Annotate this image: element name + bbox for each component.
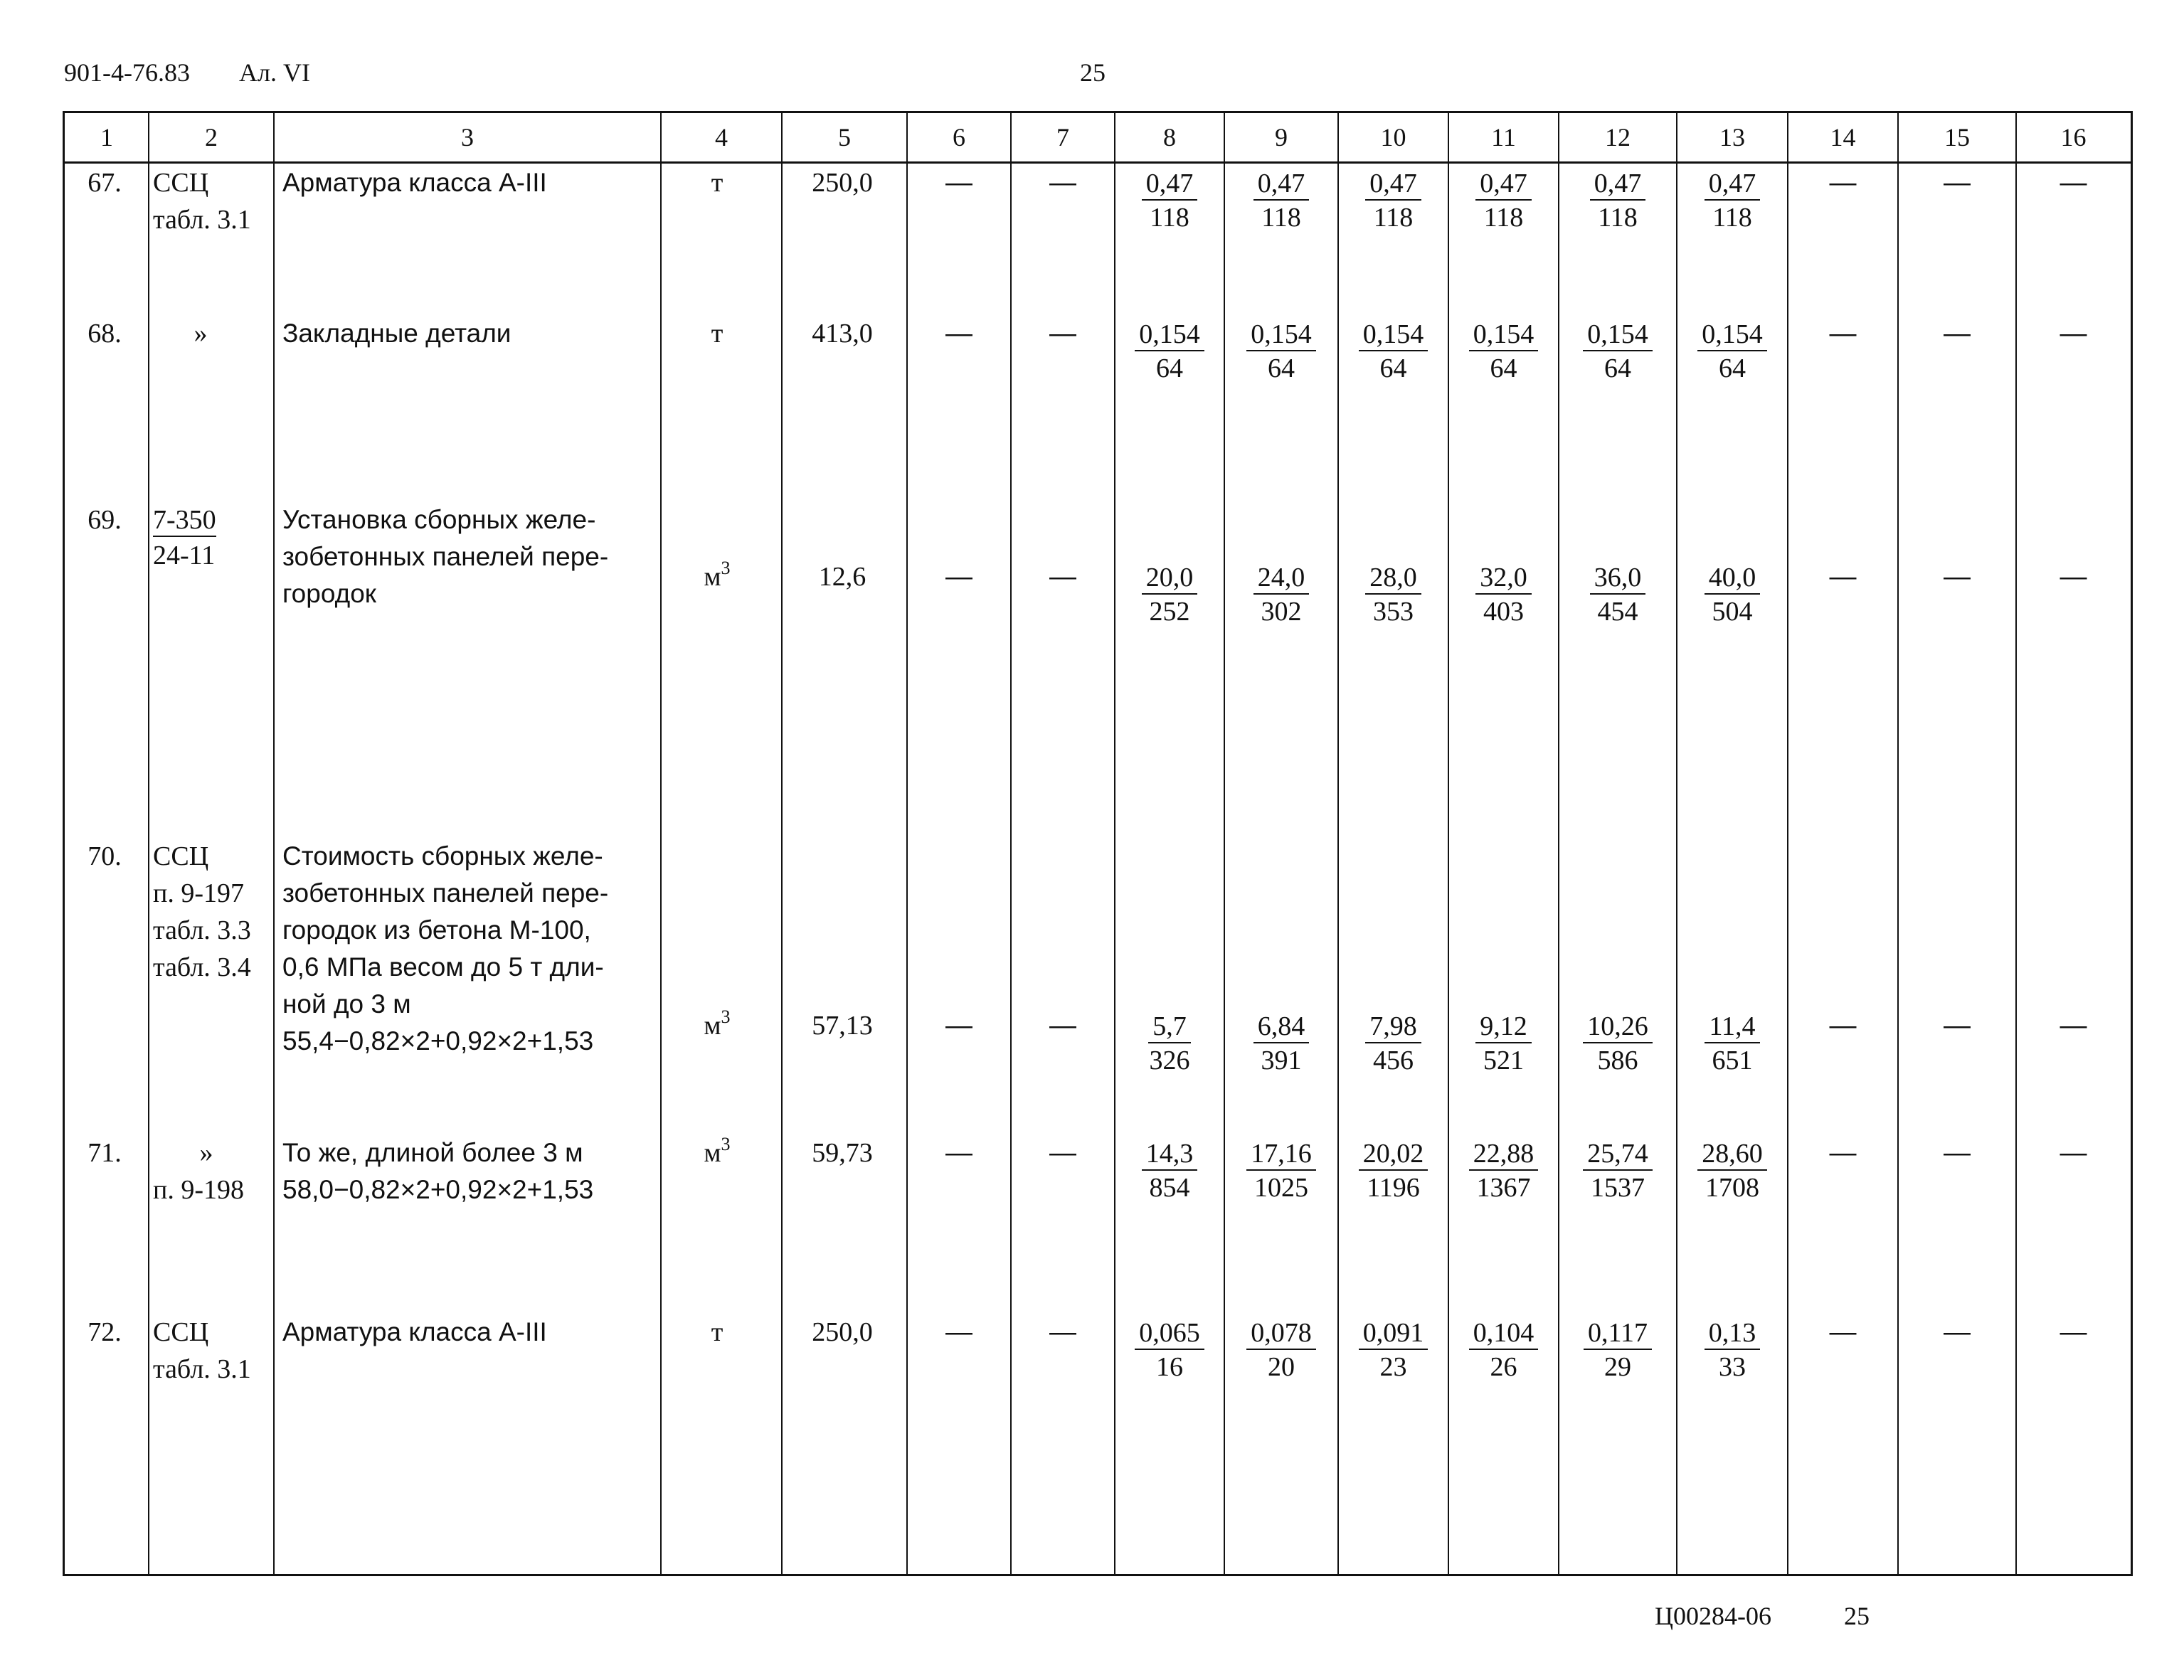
value-top: 11,4 <box>1705 1011 1759 1043</box>
column-number: 15 <box>1944 123 1970 151</box>
value-top: 40,0 <box>1705 562 1761 595</box>
value-top: 9,12 <box>1475 1011 1532 1043</box>
dash: — <box>945 562 972 592</box>
value-fraction <box>1115 318 1224 386</box>
value-top: 0,154 <box>1246 319 1316 351</box>
value-bottom: 326 <box>1149 1046 1190 1075</box>
reference-bottom: 24-11 <box>153 541 216 570</box>
unit <box>657 558 778 595</box>
value-top: 28,0 <box>1365 562 1421 595</box>
value-bottom: 33 <box>1719 1352 1746 1382</box>
value-top: 32,0 <box>1475 562 1532 595</box>
dash: — <box>2060 168 2087 198</box>
value-top: 17,16 <box>1246 1138 1316 1171</box>
value-bottom: 20 <box>1268 1352 1295 1382</box>
value-fraction <box>1224 318 1338 386</box>
value-bottom: 118 <box>1712 203 1752 233</box>
value-bottom: 64 <box>1268 353 1295 383</box>
row-number: 71. <box>88 1138 122 1168</box>
unit-superscript: 3 <box>721 1006 731 1028</box>
value-top: 22,88 <box>1469 1138 1539 1171</box>
value-top: 0,154 <box>1135 319 1204 351</box>
work-description: Установка сборных желе- зобетонных панелей пере- городок <box>282 505 609 608</box>
value-bottom: 353 <box>1373 597 1414 627</box>
dash: — <box>1049 562 1076 592</box>
value-fraction <box>1559 167 1677 235</box>
column-number: 8 <box>1163 123 1176 151</box>
value-bottom: 64 <box>1604 353 1631 383</box>
unit <box>657 1314 778 1351</box>
dash: — <box>945 1317 972 1347</box>
reference-top: 7-350 <box>153 504 216 537</box>
value-top: 14,3 <box>1142 1138 1198 1171</box>
value-fraction <box>1677 1137 1788 1205</box>
dash: — <box>1049 1011 1076 1041</box>
value-top: 0,47 <box>1705 168 1761 201</box>
work-description: Арматура класса А-III <box>282 1317 547 1346</box>
value-fraction <box>1677 167 1788 235</box>
column-number: 12 <box>1605 123 1631 151</box>
value-bottom: 118 <box>1373 203 1414 233</box>
quantity: 59,73 <box>812 1138 873 1168</box>
column-number: 7 <box>1056 123 1069 151</box>
value-top: 28,60 <box>1697 1138 1767 1171</box>
value-bottom: 23 <box>1379 1352 1407 1382</box>
quantity: 57,13 <box>812 1011 873 1041</box>
dash: — <box>2060 319 2087 349</box>
dash: — <box>1049 1317 1076 1347</box>
value-top: 25,74 <box>1583 1138 1653 1171</box>
value-top: 0,154 <box>1469 319 1539 351</box>
unit <box>657 164 778 201</box>
value-bottom: 454 <box>1597 597 1638 627</box>
value-bottom: 29 <box>1604 1352 1631 1382</box>
unit-superscript: 3 <box>721 558 731 579</box>
value-fraction <box>1115 561 1224 629</box>
value-top: 0,47 <box>1590 168 1646 201</box>
quantity: 250,0 <box>812 1317 873 1347</box>
value-top: 20,0 <box>1142 562 1198 595</box>
value-fraction <box>1448 1317 1559 1384</box>
dash: — <box>1829 168 1857 198</box>
reference <box>153 1134 274 1208</box>
unit <box>657 1134 778 1171</box>
value-top: 6,84 <box>1253 1011 1310 1043</box>
column-number: 3 <box>461 123 474 151</box>
value-bottom: 1708 <box>1705 1173 1759 1203</box>
value-bottom: 26 <box>1490 1352 1517 1382</box>
row-number: 67. <box>88 168 122 198</box>
quantity: 12,6 <box>818 562 866 592</box>
value-top: 0,47 <box>1365 168 1421 201</box>
value-fraction <box>1224 1010 1338 1078</box>
value-fraction <box>1559 1137 1677 1205</box>
value-fraction <box>1224 167 1338 235</box>
value-fraction <box>1338 561 1448 629</box>
value-fraction <box>1677 318 1788 386</box>
dash: — <box>1829 1317 1857 1347</box>
value-bottom: 64 <box>1719 353 1746 383</box>
unit <box>657 1007 778 1044</box>
footer-code: Ц00284-06 <box>1655 1602 1771 1630</box>
row-number: 70. <box>88 841 122 871</box>
reference: ССЦ табл. 3.1 <box>153 168 251 235</box>
column-number: 4 <box>715 123 728 151</box>
value-fraction <box>1338 167 1448 235</box>
column-number: 10 <box>1380 123 1406 151</box>
unit-text: м <box>704 1011 721 1041</box>
unit-superscript: 3 <box>721 1134 731 1155</box>
header-divider <box>65 161 2131 164</box>
work-description: Закладные детали <box>282 319 511 348</box>
value-fraction <box>1559 1010 1677 1078</box>
value-top: 0,065 <box>1135 1317 1204 1350</box>
value-top: 0,47 <box>1253 168 1310 201</box>
unit-text: м <box>704 1138 721 1168</box>
value-top: 0,47 <box>1142 168 1198 201</box>
dash: — <box>1049 319 1076 349</box>
value-fraction <box>1338 1010 1448 1078</box>
value-bottom: 1367 <box>1476 1173 1531 1203</box>
dash: — <box>1944 562 1971 592</box>
value-fraction <box>1115 167 1224 235</box>
value-fraction <box>1559 561 1677 629</box>
reference-fraction <box>153 501 274 573</box>
value-bottom: 252 <box>1149 597 1190 627</box>
unit-text: м <box>704 562 721 592</box>
document-code: 901-4-76.83 <box>64 58 190 87</box>
value-bottom: 456 <box>1373 1046 1414 1075</box>
unit <box>657 315 778 352</box>
value-bottom: 118 <box>1598 203 1638 233</box>
dash: — <box>1049 1138 1076 1168</box>
row-number: 69. <box>88 505 122 535</box>
value-top: 0,47 <box>1475 168 1532 201</box>
value-fraction <box>1448 318 1559 386</box>
value-fraction <box>1338 1137 1448 1205</box>
value-top: 0,154 <box>1697 319 1767 351</box>
reference-ditto: » <box>194 319 208 349</box>
value-fraction <box>1338 318 1448 386</box>
value-top: 20,02 <box>1359 1138 1428 1171</box>
value-top: 5,7 <box>1148 1011 1191 1043</box>
dash: — <box>1829 1138 1857 1168</box>
work-description: То же, длиной более 3 м 58,0−0,82×2+0,92×2+1,53 <box>282 1138 594 1204</box>
reference: ССЦ табл. 3.1 <box>153 1317 251 1384</box>
value-top: 0,154 <box>1359 319 1428 351</box>
dash: — <box>1829 319 1857 349</box>
column-number: 16 <box>2060 123 2087 151</box>
value-bottom: 504 <box>1712 597 1753 627</box>
unit-text: т <box>711 1317 723 1347</box>
column-number: 1 <box>100 123 113 151</box>
column-number: 9 <box>1275 123 1288 151</box>
dash: — <box>1049 168 1076 198</box>
value-fraction <box>1559 1317 1677 1384</box>
value-top: 0,154 <box>1583 319 1653 351</box>
value-fraction <box>1448 167 1559 235</box>
dash: — <box>945 1138 972 1168</box>
value-fraction <box>1559 318 1677 386</box>
column-number: 14 <box>1830 123 1856 151</box>
page-number-top: 25 <box>1080 58 1106 87</box>
quantity: 250,0 <box>812 168 873 198</box>
value-fraction <box>1115 1317 1224 1384</box>
value-fraction <box>1224 561 1338 629</box>
dash: — <box>1829 1011 1857 1041</box>
value-top: 0,078 <box>1246 1317 1316 1350</box>
dash: — <box>945 168 972 198</box>
value-bottom: 64 <box>1156 353 1183 383</box>
value-fraction <box>1677 1010 1788 1078</box>
footer-page-number: 25 <box>1844 1602 1870 1630</box>
value-top: 0,117 <box>1584 1317 1652 1350</box>
dash: — <box>1944 1317 1971 1347</box>
dash: — <box>945 1011 972 1041</box>
reference: ССЦ п. 9-197 табл. 3.3 табл. 3.4 <box>153 841 251 982</box>
value-top: 24,0 <box>1253 562 1310 595</box>
dash: — <box>1944 319 1971 349</box>
value-bottom: 521 <box>1483 1046 1524 1075</box>
value-bottom: 854 <box>1149 1173 1190 1203</box>
value-bottom: 302 <box>1261 597 1302 627</box>
value-top: 0,13 <box>1705 1317 1761 1350</box>
value-bottom: 391 <box>1261 1046 1302 1075</box>
row-number: 72. <box>88 1317 122 1347</box>
value-bottom: 118 <box>1261 203 1301 233</box>
value-top: 0,104 <box>1469 1317 1539 1350</box>
value-bottom: 1537 <box>1591 1173 1645 1203</box>
value-fraction <box>1448 561 1559 629</box>
value-fraction <box>1338 1317 1448 1384</box>
dash: — <box>1944 168 1971 198</box>
value-bottom: 64 <box>1490 353 1517 383</box>
column-number: 13 <box>1719 123 1745 151</box>
value-bottom: 586 <box>1597 1046 1638 1075</box>
row-number: 68. <box>88 319 122 349</box>
value-top: 0,091 <box>1359 1317 1428 1350</box>
dash: — <box>2060 562 2087 592</box>
album-label: Ал. VI <box>239 58 310 87</box>
dash: — <box>1944 1138 1971 1168</box>
dash: — <box>1829 562 1857 592</box>
quantity: 413,0 <box>812 319 873 349</box>
column-number: 11 <box>1491 123 1516 151</box>
unit-text: т <box>711 168 723 198</box>
unit-text: т <box>711 319 723 349</box>
value-top: 7,98 <box>1365 1011 1421 1043</box>
column-number: 5 <box>838 123 851 151</box>
value-fraction <box>1677 1317 1788 1384</box>
value-fraction <box>1115 1137 1224 1205</box>
work-description: Арматура класса А-III <box>282 168 547 197</box>
dash: — <box>945 319 972 349</box>
value-bottom: 651 <box>1712 1046 1753 1075</box>
value-fraction <box>1224 1137 1338 1205</box>
value-fraction <box>1448 1137 1559 1205</box>
dash: — <box>2060 1138 2087 1168</box>
value-fraction <box>1115 1010 1224 1078</box>
value-bottom: 118 <box>1483 203 1524 233</box>
value-bottom: 403 <box>1483 597 1524 627</box>
work-description: Стоимость сборных желе- зобетонных панелей пере- городок из бетона М-100, 0,6 МПа весом до 5 т дли- ной до 3 м 55,4−0,82×2+0,92×2+1,53 <box>282 841 609 1056</box>
value-top: 36,0 <box>1590 562 1646 595</box>
reference-ditto: » <box>199 1138 213 1168</box>
value-bottom: 1025 <box>1254 1173 1308 1203</box>
value-bottom: 16 <box>1156 1352 1183 1382</box>
value-bottom: 64 <box>1379 353 1407 383</box>
value-fraction <box>1677 561 1788 629</box>
column-number: 2 <box>205 123 218 151</box>
value-fraction <box>1224 1317 1338 1384</box>
value-bottom: 1196 <box>1367 1173 1420 1203</box>
value-top: 10,26 <box>1583 1011 1653 1043</box>
value-bottom: 118 <box>1150 203 1189 233</box>
dash: — <box>2060 1317 2087 1347</box>
reference-item: п. 9-198 <box>153 1175 244 1205</box>
dash: — <box>1944 1011 1971 1041</box>
estimate-table <box>63 111 2133 1576</box>
column-number: 6 <box>953 123 965 151</box>
dash: — <box>2060 1011 2087 1041</box>
value-fraction <box>1448 1010 1559 1078</box>
